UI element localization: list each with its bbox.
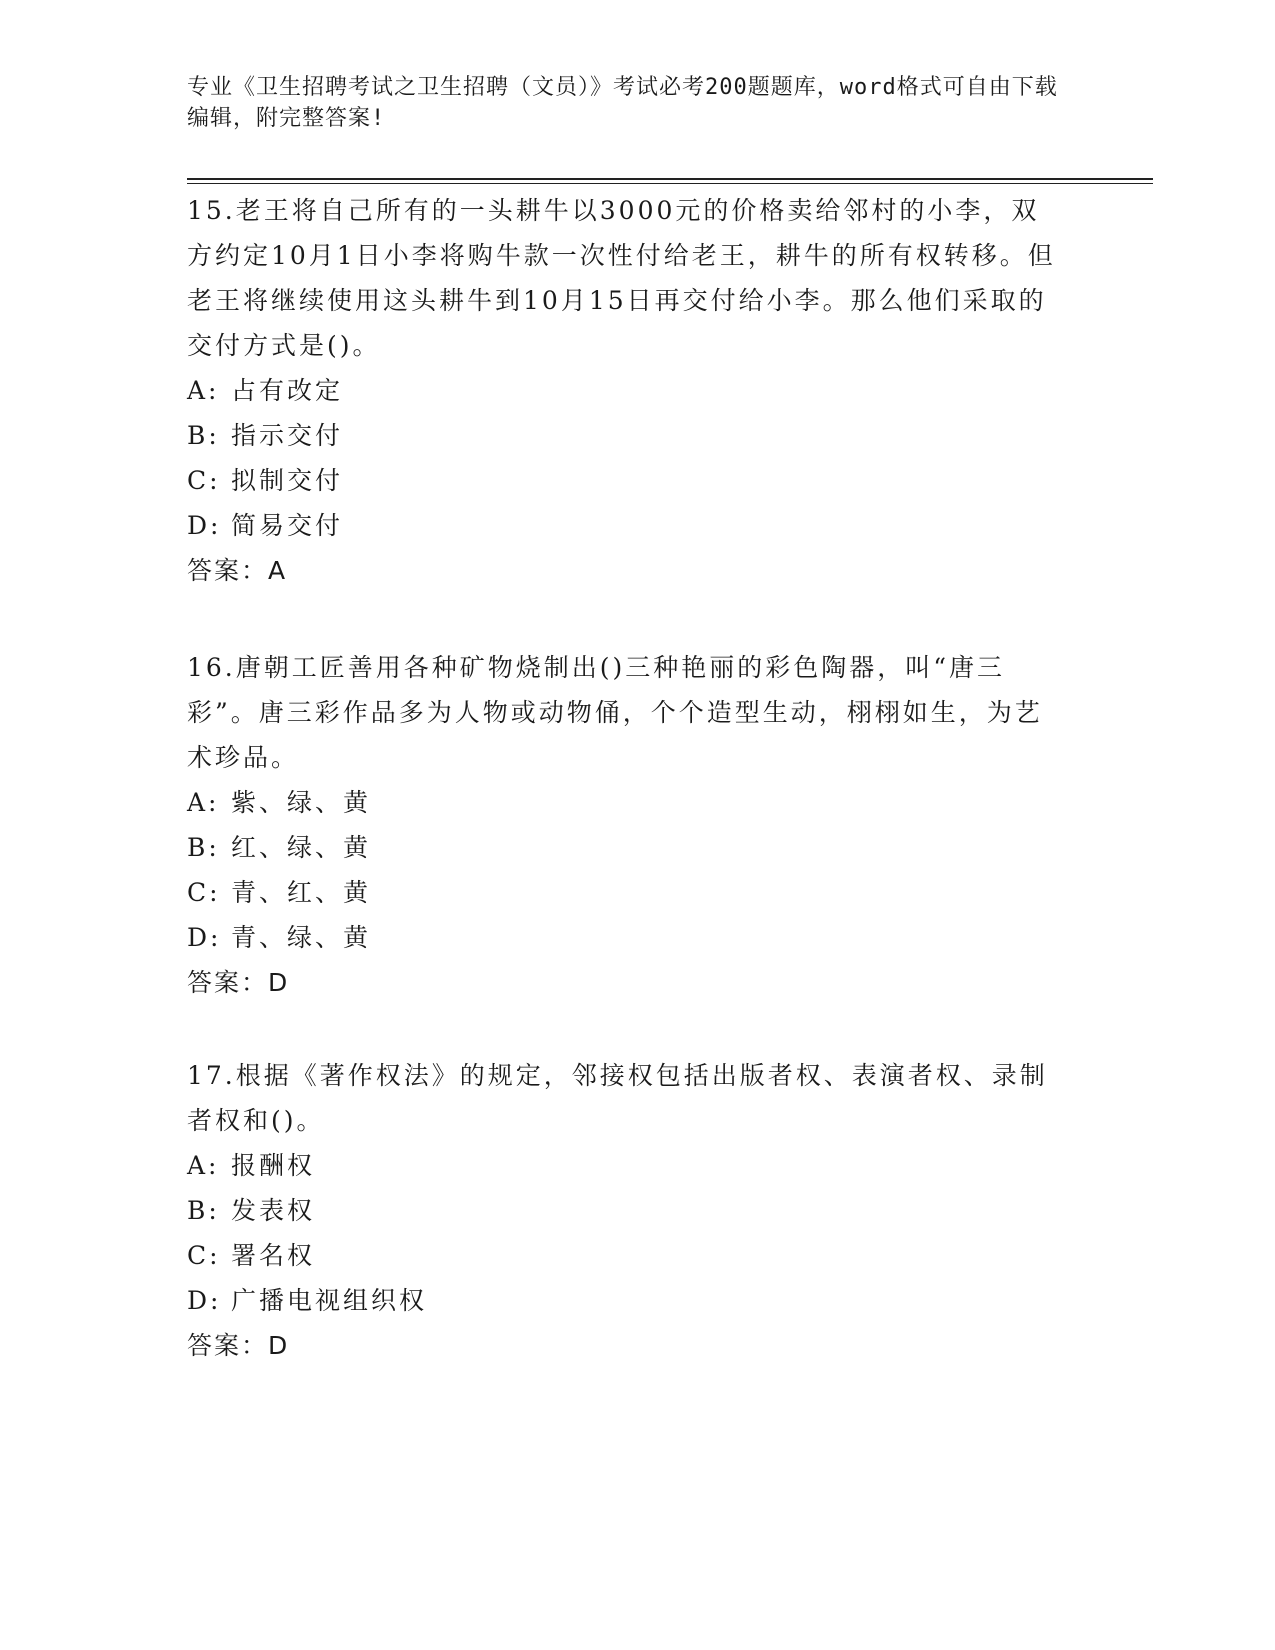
option-text: 简易交付 (231, 511, 344, 540)
option-key: A: (187, 788, 220, 817)
answer-line: 答案：D (187, 1331, 290, 1360)
question-16 (187, 645, 1067, 1005)
option-text: 青、绿、黄 (231, 923, 372, 952)
option-key: B: (187, 421, 220, 450)
option-text: 报酬权 (231, 1151, 316, 1180)
option-key: A: (187, 376, 220, 405)
option-b (187, 413, 1067, 458)
option-d (187, 915, 1067, 960)
header-divider-thin (187, 183, 1153, 184)
option-b (187, 1188, 1067, 1233)
option-key: B: (187, 1196, 220, 1225)
option-text: 红、绿、黄 (231, 833, 372, 862)
document-intro: 专业《卫生招聘考试之卫生招聘（文员）》考试必考200题题库，word格式可自由下载编辑，附完整答案! (187, 75, 1058, 131)
option-b (187, 825, 1067, 870)
question-17 (187, 1053, 1067, 1368)
question-stem: 17.根据《著作权法》的规定，邻接权包括出版者权、表演者权、录制者权和()。 (187, 1061, 1048, 1135)
option-text: 拟制交付 (231, 466, 344, 495)
option-d (187, 1278, 1067, 1323)
question-15 (187, 188, 1067, 593)
option-key: C: (187, 466, 221, 495)
option-key: C: (187, 1241, 221, 1270)
question-stem: 16.唐朝工匠善用各种矿物烧制出()三种艳丽的彩色陶器，叫“唐三彩”。唐三彩作品多为人物或动物俑，个个造型生动，栩栩如生，为艺术珍品。 (187, 653, 1043, 772)
option-key: A: (187, 1151, 220, 1180)
option-d (187, 503, 1067, 548)
option-a (187, 368, 1067, 413)
answer-line: 答案：A (187, 556, 288, 585)
option-text: 占有改定 (231, 376, 344, 405)
option-key: D: (187, 923, 222, 952)
option-key: B: (187, 833, 220, 862)
option-key: D: (187, 511, 222, 540)
header-divider-thick (187, 178, 1153, 180)
option-key: C: (187, 878, 221, 907)
option-text: 广播电视组织权 (231, 1286, 428, 1315)
option-text: 青、红、黄 (231, 878, 372, 907)
option-a (187, 780, 1067, 825)
option-a (187, 1143, 1067, 1188)
option-c (187, 458, 1067, 503)
option-text: 发表权 (231, 1196, 316, 1225)
option-c (187, 1233, 1067, 1278)
option-text: 指示交付 (231, 421, 344, 450)
answer-line: 答案：D (187, 968, 290, 997)
option-key: D: (187, 1286, 222, 1315)
option-text: 紫、绿、黄 (231, 788, 372, 817)
option-c (187, 870, 1067, 915)
question-stem: 15.老王将自己所有的一头耕牛以3000元的价格卖给邻村的小李，双方约定10月1日小李将购牛款一次性付给老王，耕牛的所有权转移。但老王将继续使用这头耕牛到10月15日再交付给小李。那么他们采取的交付方式是()。 (187, 196, 1056, 360)
option-text: 署名权 (231, 1241, 316, 1270)
